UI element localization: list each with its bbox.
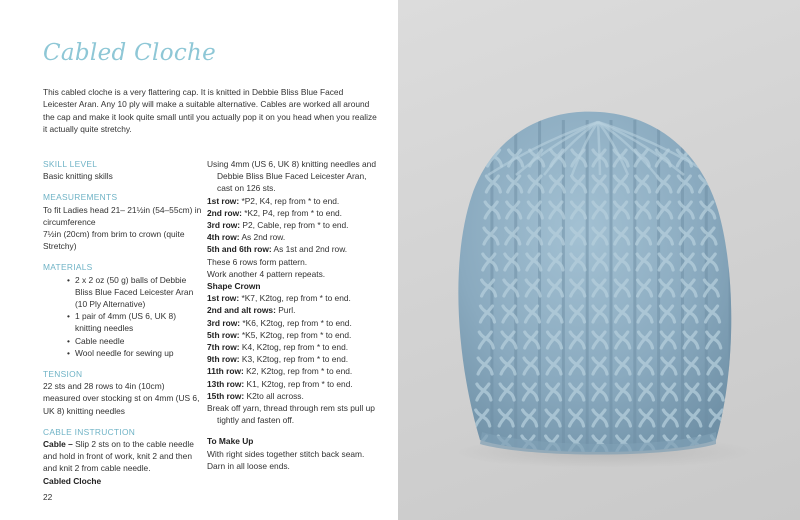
pattern-subheading: Cabled Cloche [43,475,102,486]
pattern-row [207,317,377,329]
row-text: *K6, K2tog, rep from * to end. [240,317,352,328]
pattern-row [207,292,377,304]
pattern-row [207,207,377,219]
row-label: 13th row: [207,378,245,389]
pattern-row [207,195,377,207]
row-label: 7th row: [207,342,240,353]
repeats-text: Work another 4 pattern repeats. [207,268,326,279]
row-label: 4th row: [207,232,240,243]
pattern-row [207,231,377,243]
row-text: *P2, K4, rep from * to end. [239,195,340,206]
right-column [207,158,377,472]
pattern-row [207,243,377,255]
row-text: As 2nd row. [239,232,286,243]
tension-text: 22 sts and 28 rows to 4in (10cm) measured over stocking st on 4mm (US 6, UK 8) knitting needles [43,381,200,416]
cable-description: Slip 2 sts on to the cable needle and hold in front of work, knit 2 and then and knit 2 from cable needle. [43,439,194,474]
pattern-row [207,365,377,377]
row-label: 1st row: [207,293,240,304]
measurements-heading: MEASUREMENTS [43,192,118,203]
row-label: 15th row: [207,390,245,401]
pattern-row [207,304,377,316]
break-off-text: Break off yarn, thread through rem sts pull up tightly and fasten off. [207,403,375,426]
skill-heading: SKILL LEVEL [43,159,98,169]
materials-item: • Wool needle for sewing up [43,347,203,359]
left-column [43,158,203,487]
row-text: K2, K2tog, rep from * to end. [243,366,353,377]
row-label: 1st row: [207,195,240,206]
these-rows-text: These 6 rows form pattern. [207,256,308,267]
row-label: 5th and 6th row: [207,244,272,255]
row-label: 2nd row: [207,207,242,218]
make-up-text: With right sides together stitch back seam. Darn in all loose ends. [207,448,365,471]
pattern-row [207,219,377,231]
cable-heading: CABLE INSTRUCTION [43,426,136,437]
page-title: Cabled Cloche [43,40,217,66]
measurements-line-1: To fit Ladies head 21– 21½in (54–55cm) in circumference [43,204,202,227]
intro-paragraph: This cabled cloche is a very flattering cap. It is knitted in Debbie Bliss Blue Faced Leicester Aran. Any 10 ply will make a suitable alternative. Cables are worked all around the cap and make it look quite small until you actually pop it on you head when you realize it actually quite stretchy. [43,87,377,135]
materials-item: • 1 pair of 4mm (US 6, UK 8) knitting needles [43,310,203,334]
measurements-line-2: 7½in (20cm) from brim to crown (quite Stretchy) [43,229,185,252]
pattern-row [207,341,377,353]
row-text: K4, K2tog, rep from * to end. [239,342,349,353]
pattern-row [207,353,377,365]
skill-text: Basic knitting skills [43,171,113,182]
row-text: P2, Cable, rep from * to end. [240,220,349,231]
tension-heading: TENSION [43,369,83,380]
text-page [0,0,398,520]
knitted-hat-photo [398,0,800,520]
row-text: K2to all across. [244,390,304,401]
row-label: 9th row: [207,354,240,365]
materials-item: • 2 x 2 oz (50 g) balls of Debbie Bliss Blue Faced Leicester Aran (10 Ply Alternative) [43,274,203,311]
cast-on-text: Using 4mm (US 6, UK 8) knitting needles and Debbie Bliss Blue Faced Leicester Aran, cast on 126 sts. [207,159,376,194]
row-text: *K7, K2tog, rep from * to end. [239,293,351,304]
row-text: As 1st and 2nd row. [271,244,348,255]
row-label: 3rd row: [207,220,241,231]
materials-heading: MATERIALS [43,262,93,273]
shape-crown-heading: Shape Crown [207,281,261,292]
row-label: 11th row: [207,366,244,377]
cable-text [43,438,203,475]
pattern-row [207,329,377,341]
row-label: 2nd and alt rows: [207,305,276,316]
row-text: *K2, P4, rep from * to end. [241,207,342,218]
cable-term: Cable – [43,439,73,450]
row-text: *K5, K2tog, rep from * to end. [239,329,352,340]
row-label: 5th row: [207,329,240,340]
materials-item: • Cable needle [43,335,203,347]
row-label: 3rd row: [207,317,241,328]
pattern-row [207,378,377,390]
pattern-row [207,390,377,402]
make-up-heading: To Make Up [207,436,254,447]
page-number: 22 [43,492,53,502]
photo-page [398,0,800,520]
row-text: Purl. [275,305,296,316]
row-text: K3, K2tog, rep from * to end. [239,354,349,365]
row-text: K1, K2tog, rep from * to end. [244,378,353,389]
